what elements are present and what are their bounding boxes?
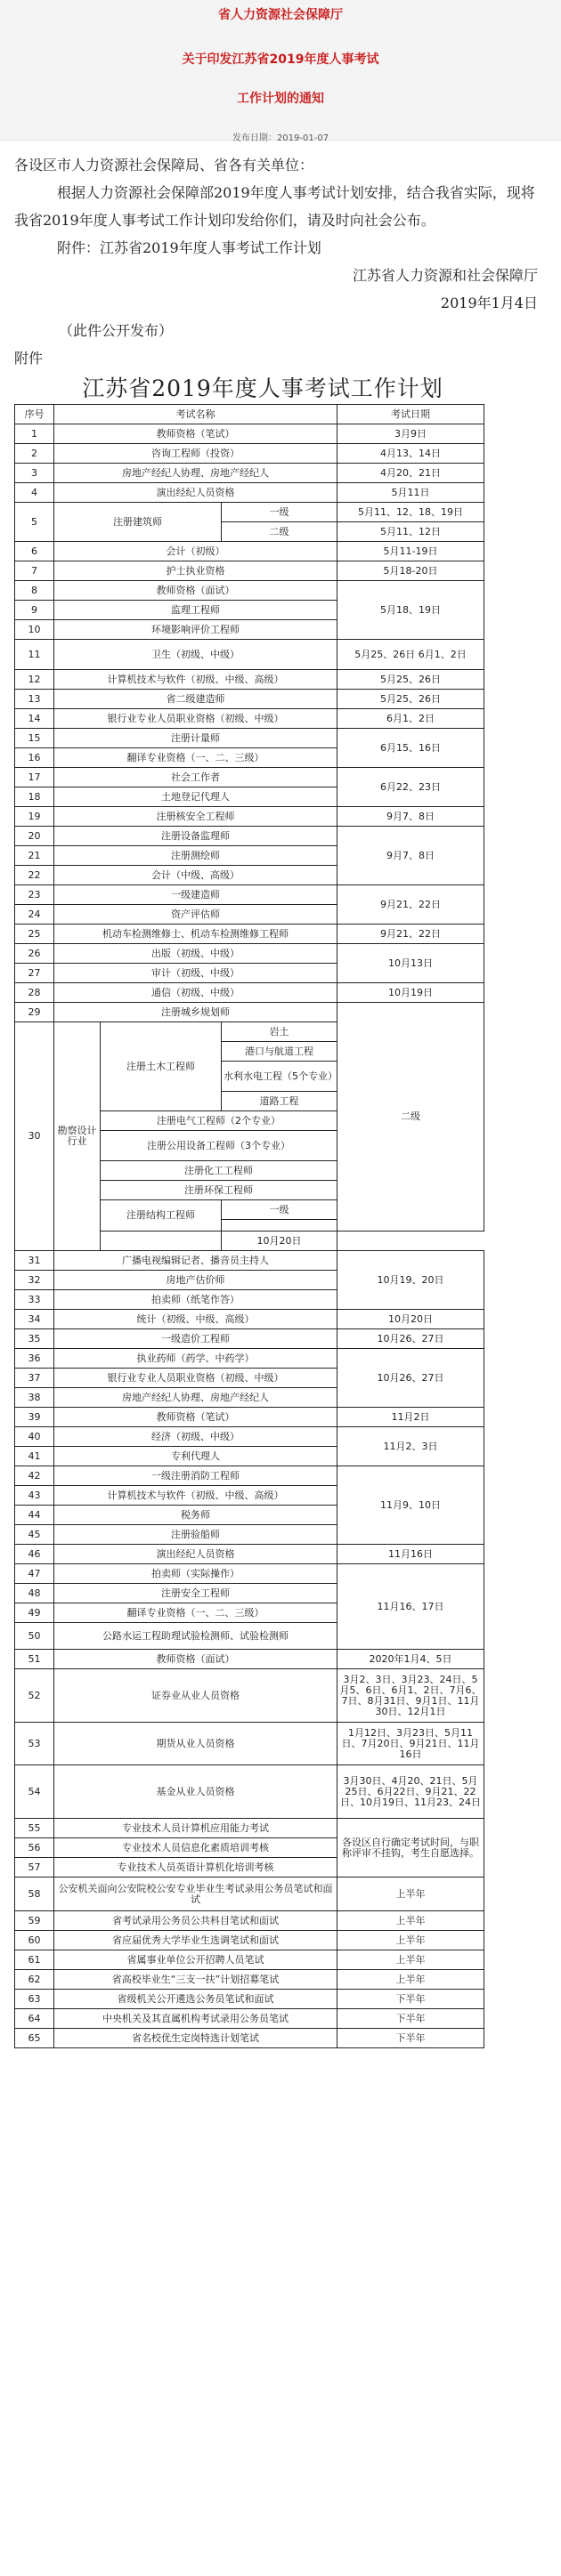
cell-name: 房地产估价师 [54, 1271, 337, 1290]
cell-seq: 2 [15, 444, 54, 464]
article-title-line1: 关于印发江苏省2019年度人事考试 [182, 52, 379, 67]
cell-date: 11月9、10日 [337, 1466, 484, 1545]
table-row [15, 2029, 484, 2048]
letter-paragraph: 根据人力资源社会保障部2019年度人事考试计划安排，结合我省实际，现将我省2019年度人事考试工作计划印发给你们，请及时向社会公布。 [14, 184, 535, 229]
cell-seq: 16 [15, 748, 54, 768]
cell-name: 社会工作者 [54, 768, 337, 787]
cell-seq: 9 [15, 601, 54, 620]
cell-seq: 19 [15, 807, 54, 827]
cell-seq: 41 [15, 1447, 54, 1466]
cell-seq: 62 [15, 1970, 54, 1990]
article-title-line2: 工作计划的通知 [237, 92, 324, 106]
cell-seq: 14 [15, 709, 54, 729]
cell-name: 中央机关及其直属机构考试录用公务员笔试 [54, 2009, 337, 2029]
cell-seq: 37 [15, 1369, 54, 1388]
publish-label: 发布日期： [232, 133, 277, 143]
cell-date: 6月1、2日 [337, 709, 484, 729]
cell-name: 注册设备监理师 [54, 827, 337, 846]
cell-name: 会计（中级、高级） [54, 866, 337, 885]
cell-seq: 61 [15, 1950, 54, 1970]
cell-sub: 注册电气工程师（2个专业） [101, 1111, 337, 1131]
cell-date: 3月30日、4月20、21日、5月25日、6月22日、9月21、22日、10月19日、11月23、24日 [337, 1765, 484, 1819]
cell-sub: 注册公用设备工程师（3个专业） [101, 1131, 337, 1161]
cell-name: 公安机关面向公安院校公安专业毕业生考试录用公务员笔试和面试 [54, 1877, 337, 1911]
cell-sub: 水利水电工程（5个专业） [222, 1062, 337, 1092]
table-row [15, 444, 484, 464]
cell-date: 6月15、16日 [337, 729, 484, 768]
cell-name: 一级注册消防工程师 [54, 1466, 337, 1486]
cell-date: 10月19日 [337, 983, 484, 1003]
cell-seq: 6 [15, 542, 54, 561]
cell-date: 11月16日 [337, 1545, 484, 1564]
cell-name: 银行业专业人员职业资格（初级、中级） [54, 709, 337, 729]
cell-name: 土地登记代理人 [54, 787, 337, 807]
cell-seq: 24 [15, 905, 54, 925]
cell-name: 计算机技术与软件（初级、中级、高级） [54, 670, 337, 690]
cell-seq: 57 [15, 1858, 54, 1877]
article-header [0, 0, 561, 141]
cell-name: 机动车检测维修士、机动车检测维修工程师 [54, 925, 337, 944]
cell-name: 拍卖师（纸笔作答） [54, 1290, 337, 1310]
cell-name: 省二级建造师 [54, 690, 337, 709]
cell-name: 通信（初级、中级） [54, 983, 337, 1003]
cell-name: 出版（初级、中级） [54, 944, 337, 964]
cell-seq: 60 [15, 1931, 54, 1950]
cell-seq: 64 [15, 2009, 54, 2029]
cell-seq: 32 [15, 1271, 54, 1290]
cell-seq: 42 [15, 1466, 54, 1486]
table-row [15, 1723, 484, 1765]
cell-sub: 岩土 [222, 1022, 337, 1042]
table-row [15, 925, 484, 944]
cell-name: 注册建筑师 [54, 503, 222, 542]
cell-sub: 一级 [222, 1200, 337, 1220]
table-row [15, 1545, 484, 1564]
table-row [15, 464, 484, 483]
cell-name: 注册城乡规划师 [54, 1003, 337, 1022]
cell-name: 护士执业资格 [54, 561, 337, 581]
signature-org: 江苏省人力资源和社会保障厅 [352, 267, 538, 284]
cell-sub: 道路工程 [222, 1092, 337, 1111]
cell-name: 期货从业人员资格 [54, 1723, 337, 1765]
table-row [15, 483, 484, 503]
cell-name: 省属事业单位公开招聘人员笔试 [54, 1950, 337, 1970]
table-row [15, 1819, 484, 1838]
cell-date: 5月11-19日 [337, 542, 484, 561]
cell-date: 上半年 [337, 1970, 484, 1990]
table-row [15, 424, 484, 444]
cell-date: 5月25、26日 6月1、2日 [337, 640, 484, 670]
table-row [15, 1003, 484, 1022]
cell-date: 5月11、12、18、19日 [337, 503, 484, 522]
salutation: 各设区市人力资源社会保障局、省各有关单位： [14, 157, 314, 174]
cell-date: 11月2日 [337, 1408, 484, 1427]
cell-sub: 注册环保工程师 [101, 1181, 337, 1200]
table-row [15, 827, 484, 846]
table-header-row [15, 405, 484, 424]
cell-seq: 36 [15, 1349, 54, 1369]
table-row [15, 1990, 484, 2009]
cell-seq: 12 [15, 670, 54, 690]
cell-seq: 50 [15, 1623, 54, 1650]
cell-name: 执业药师（药学、中药学） [54, 1349, 337, 1369]
cell-date: 各设区自行确定考试时间，与职称评审不挂钩，考生自愿选择。 [337, 1819, 484, 1877]
table-row [15, 944, 484, 964]
cell-date: 上半年 [337, 1931, 484, 1950]
cell-name: 注册测绘师 [54, 846, 337, 866]
cell-seq: 51 [15, 1650, 54, 1669]
cell-name: 会计（初级） [54, 542, 337, 561]
cell-seq: 22 [15, 866, 54, 885]
cell-name: 拍卖师（实际操作） [54, 1564, 337, 1584]
cell-date: 上半年 [337, 1950, 484, 1970]
cell-seq: 1 [15, 424, 54, 444]
cell-date: 11月16、17日 [337, 1564, 484, 1650]
cell-date: 5月25、26日 [337, 670, 484, 690]
table-row [15, 1349, 484, 1369]
cell-date: 5月11、12日 [337, 522, 484, 542]
cell-name: 教师资格（笔试） [54, 424, 337, 444]
cell-date: 10月19、20日 [337, 1251, 484, 1310]
cell-seq: 29 [15, 1003, 54, 1022]
table-row [15, 1950, 484, 1970]
cell-seq: 4 [15, 483, 54, 503]
table-row [15, 1765, 484, 1819]
org-name: 省人力资源社会保障厅 [218, 8, 343, 22]
header-name: 考试名称 [54, 405, 337, 424]
cell-seq: 20 [15, 827, 54, 846]
table-row [15, 709, 484, 729]
cell-date: 3月9日 [337, 424, 484, 444]
cell-name: 省级机关公开遴选公务员笔试和面试 [54, 1990, 337, 2009]
cell-name: 演出经纪人员资格 [54, 1545, 337, 1564]
cell-date: 10月20日 [222, 1231, 337, 1251]
cell-seq: 3 [15, 464, 54, 483]
cell-seq: 40 [15, 1427, 54, 1447]
cell-seq: 13 [15, 690, 54, 709]
cell-seq: 30 [15, 1022, 54, 1251]
cell-date: 下半年 [337, 2029, 484, 2048]
table-row [15, 1877, 484, 1911]
cell-date: 3月2、3日、3月23、24日、5月5、6日、6月1、2日、7月6、7日、8月31日、9月1日、11月30日、12月1日 [337, 1669, 484, 1723]
cell-seq: 46 [15, 1545, 54, 1564]
cell-date: 5月11日 [337, 483, 484, 503]
cell-date: 10月20日 [337, 1310, 484, 1329]
cell-name: 教师资格（面试） [54, 1650, 337, 1669]
cell-date: 上半年 [337, 1877, 484, 1911]
cell-date: 1月12日、3月23日、5月11日、7月20日、9月21日、11月16日 [337, 1723, 484, 1765]
cell-name: 卫生（初级、中级） [54, 640, 337, 670]
cell-seq: 39 [15, 1408, 54, 1427]
table-row [15, 1310, 484, 1329]
cell-date: 4月13、14日 [337, 444, 484, 464]
table-row [15, 1329, 484, 1349]
attachment-label: 附件 [14, 350, 44, 367]
cell-name: 咨询工程师（投资） [54, 444, 337, 464]
cell-seq: 49 [15, 1603, 54, 1623]
cell-date: 二级 [337, 1003, 484, 1231]
cell-date: 4月20、21日 [337, 464, 484, 483]
table-row [15, 2009, 484, 2029]
cell-date: 11月2、3日 [337, 1427, 484, 1466]
table-row [15, 640, 484, 670]
cell-seq: 55 [15, 1819, 54, 1838]
cell-sub: 港口与航道工程 [222, 1042, 337, 1062]
cell-name: 省名校优生定岗特选计划笔试 [54, 2029, 337, 2048]
cell-name: 专业技术人员计算机应用能力考试 [54, 1819, 337, 1838]
cell-seq: 7 [15, 561, 54, 581]
table-row [15, 768, 484, 787]
table-row [15, 1669, 484, 1723]
cell-seq: 26 [15, 944, 54, 964]
cell-name: 审计（初级、中级） [54, 964, 337, 983]
cell-name: 专利代理人 [54, 1447, 337, 1466]
public-note: （此件公开发布） [59, 322, 174, 339]
exam-plan-table [14, 404, 484, 2048]
table-row [15, 1408, 484, 1427]
cell-name: 税务师 [54, 1506, 337, 1525]
table-row [15, 1466, 484, 1486]
cell-sub: 一级 [222, 503, 337, 522]
table-row [15, 561, 484, 581]
cell-seq: 59 [15, 1911, 54, 1931]
cell-name: 公路水运工程助理试验检测师、试验检测师 [54, 1623, 337, 1650]
cell-name: 演出经纪人员资格 [54, 483, 337, 503]
cell-name: 广播电视编辑记者、播音员主持人 [54, 1251, 337, 1271]
cell-seq: 35 [15, 1329, 54, 1349]
cell-seq: 28 [15, 983, 54, 1003]
cell-seq: 48 [15, 1584, 54, 1603]
cell-seq: 45 [15, 1525, 54, 1545]
cell-group: 勘察设计行业 [54, 1022, 101, 1251]
cell-name: 证券业从业人员资格 [54, 1669, 337, 1723]
cell-seq: 25 [15, 925, 54, 944]
cell-seq: 34 [15, 1310, 54, 1329]
cell-name: 专业技术人员信息化素质培训考核 [54, 1838, 337, 1858]
cell-seq: 31 [15, 1251, 54, 1271]
cell-sub: 注册化工工程师 [101, 1161, 337, 1181]
cell-name: 基金从业人员资格 [54, 1765, 337, 1819]
cell-seq: 65 [15, 2029, 54, 2048]
cell-seq: 52 [15, 1669, 54, 1723]
cell-name: 一级建造师 [54, 885, 337, 905]
cell-name: 专业技术人员英语计算机化培训考核 [54, 1858, 337, 1877]
cell-seq: 56 [15, 1838, 54, 1858]
cell-sub: 注册结构工程师 [101, 1200, 222, 1231]
cell-seq: 58 [15, 1877, 54, 1911]
cell-name: 房地产经纪人协理、房地产经纪人 [54, 464, 337, 483]
header-date: 考试日期 [337, 405, 484, 424]
table-row [15, 1970, 484, 1990]
cell-name: 统计（初级、中级、高级） [54, 1310, 337, 1329]
table-row [15, 581, 484, 601]
cell-date: 下半年 [337, 2009, 484, 2029]
letter-body [0, 141, 561, 372]
cell-name: 注册核安全工程师 [54, 807, 337, 827]
cell-name: 房地产经纪人协理、房地产经纪人 [54, 1388, 337, 1408]
cell-seq: 63 [15, 1990, 54, 2009]
cell-date: 5月18-20日 [337, 561, 484, 581]
cell-date: 9月21、22日 [337, 885, 484, 925]
attachment-line: 附件：江苏省2019年度人事考试工作计划 [57, 239, 321, 256]
cell-name: 经济（初级、中级） [54, 1427, 337, 1447]
table-row [15, 542, 484, 561]
table-row [15, 729, 484, 748]
table-row [15, 1427, 484, 1447]
cell-date: 6月22、23日 [337, 768, 484, 807]
table-row [15, 1931, 484, 1950]
cell-date: 9月7、8日 [337, 827, 484, 885]
signature-date: 2019年1月4日 [440, 295, 538, 311]
cell-seq: 43 [15, 1486, 54, 1506]
cell-seq: 15 [15, 729, 54, 748]
cell-date: 上半年 [337, 1911, 484, 1931]
cell-name: 环境影响评价工程师 [54, 620, 337, 640]
cell-seq: 33 [15, 1290, 54, 1310]
cell-seq: 27 [15, 964, 54, 983]
cell-name: 注册安全工程师 [54, 1584, 337, 1603]
table-row [15, 885, 484, 905]
cell-name: 资产评估师 [54, 905, 337, 925]
cell-sub: 二级 [222, 522, 337, 542]
cell-name: 省考试录用公务员公共科目笔试和面试 [54, 1911, 337, 1931]
cell-date: 10月26、27日 [337, 1349, 484, 1408]
cell-sub: 注册土木工程师 [101, 1022, 222, 1111]
publish-date: 2019-01-07 [276, 133, 329, 143]
cell-name: 一级造价工程师 [54, 1329, 337, 1349]
cell-seq: 54 [15, 1765, 54, 1819]
cell-seq: 8 [15, 581, 54, 601]
table-row [15, 670, 484, 690]
cell-seq: 18 [15, 787, 54, 807]
cell-date: 5月25、26日 [337, 690, 484, 709]
cell-date: 5月18、19日 [337, 581, 484, 640]
table-row [15, 690, 484, 709]
cell-seq: 23 [15, 885, 54, 905]
cell-name: 教师资格（面试） [54, 581, 337, 601]
plan-title: 江苏省2019年度人事考试工作计划 [82, 375, 443, 401]
cell-name: 计算机技术与软件（初级、中级、高级） [54, 1486, 337, 1506]
cell-name: 监理工程师 [54, 601, 337, 620]
cell-date: 9月21、22日 [337, 925, 484, 944]
cell-name: 翻译专业资格（一、二、三级） [54, 748, 337, 768]
cell-seq: 21 [15, 846, 54, 866]
spacer [101, 1231, 222, 1251]
cell-name: 教师资格（笔试） [54, 1408, 337, 1427]
cell-date: 10月13日 [337, 944, 484, 983]
table-row [15, 807, 484, 827]
cell-name: 银行业专业人员职业资格（初级、中级） [54, 1369, 337, 1388]
cell-seq: 17 [15, 768, 54, 787]
cell-name: 翻译专业资格（一、二、三级） [54, 1603, 337, 1623]
cell-name: 省应届优秀大学毕业生选调笔试和面试 [54, 1931, 337, 1950]
table-row [15, 1251, 484, 1271]
cell-seq: 53 [15, 1723, 54, 1765]
cell-seq: 10 [15, 620, 54, 640]
cell-seq: 5 [15, 503, 54, 542]
cell-date: 下半年 [337, 1990, 484, 2009]
table-row [15, 1911, 484, 1931]
cell-name: 注册验船师 [54, 1525, 337, 1545]
cell-seq: 47 [15, 1564, 54, 1584]
cell-date: 9月7、8日 [337, 807, 484, 827]
cell-seq: 11 [15, 640, 54, 670]
cell-date: 10月26、27日 [337, 1329, 484, 1349]
table-row [15, 1650, 484, 1669]
header-seq: 序号 [15, 405, 54, 424]
cell-name: 注册计量师 [54, 729, 337, 748]
table-row [15, 503, 484, 522]
table-row [15, 983, 484, 1003]
table-row [15, 1564, 484, 1584]
cell-seq: 44 [15, 1506, 54, 1525]
cell-date: 2020年1月4、5日 [337, 1650, 484, 1669]
cell-seq: 38 [15, 1388, 54, 1408]
cell-name: 省高校毕业生“三支一扶”计划招募笔试 [54, 1970, 337, 1990]
